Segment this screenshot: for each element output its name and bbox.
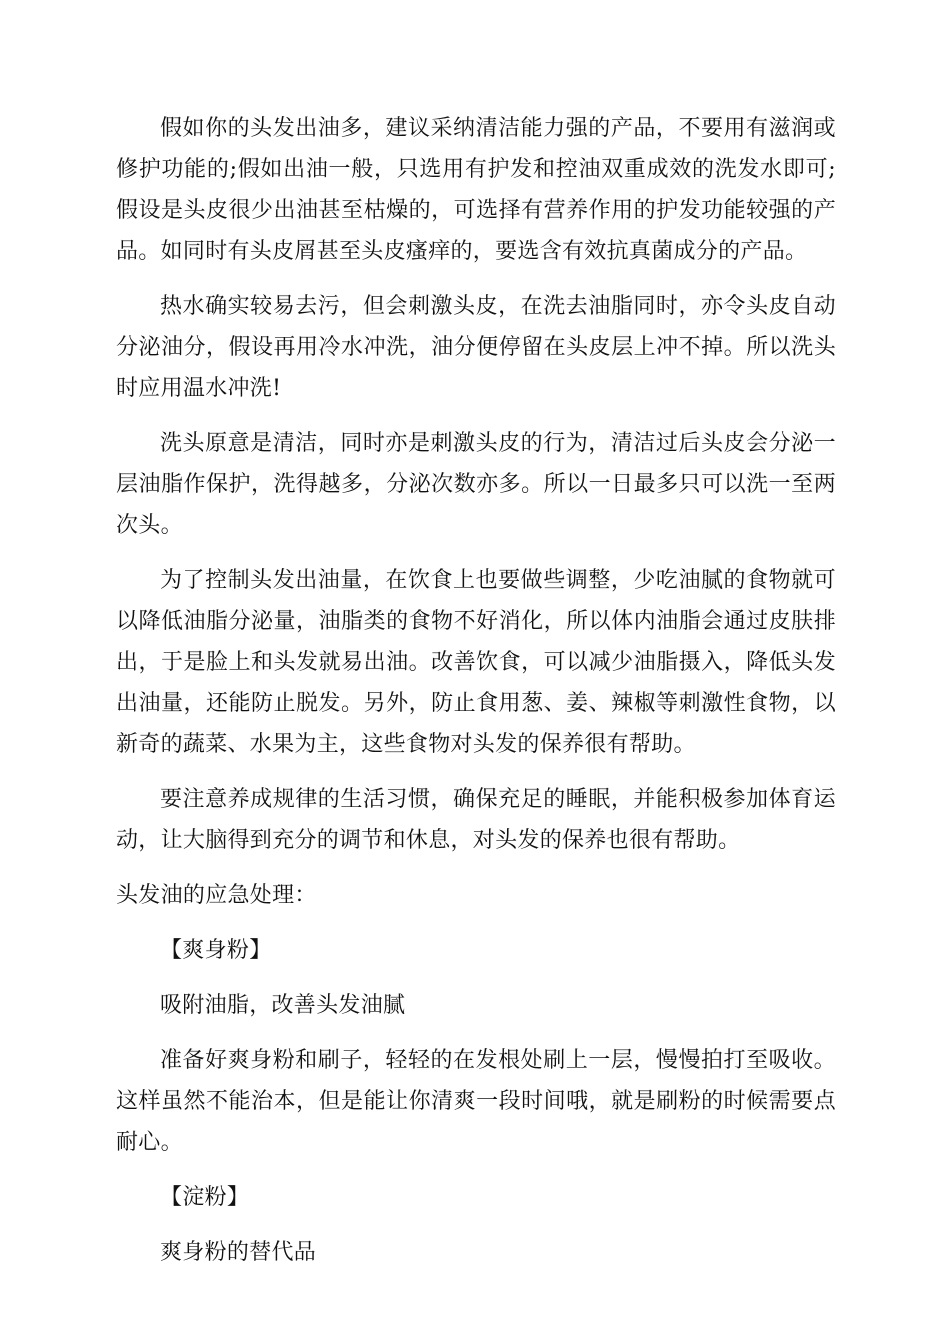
paragraph-lifestyle: 要注意养成规律的生活习惯，确保充足的睡眠，并能积极参加体育运动，让大脑得到充分的调节和休息，对头发的保养也很有帮助。 xyxy=(116,787,836,853)
section-heading-emergency: 头发油的应急处理： xyxy=(116,883,317,908)
subheading-starch: 【淀粉】 xyxy=(160,1185,250,1210)
paragraph-water-temperature: 热水确实较易去污，但会刺激头皮，在洗去油脂同时，亦令头皮自动分泌油分，假设再用冷水冲洗，油分便停留在头皮层上冲不掉。所以洗头时应用温水冲洗! xyxy=(116,294,836,401)
baby-powder-summary: 吸附油脂，改善头发油腻 xyxy=(160,993,406,1018)
paragraph-diet: 为了控制头发出油量，在饮食上也要做些调整，少吃油腻的食物就可以降低油脂分泌量，油脂类的食物不好消化，所以体内油脂会通过皮肤排出，于是脸上和头发就易出油。改善饮食，可以减少油脂摄入，降低头发出油量，还能防止脱发。另外，防止食用葱、姜、辣椒等刺激性食物，以新奇的蔬菜、水果为主，这些食物对头发的保养很有帮助。 xyxy=(116,568,836,757)
starch-summary: 爽身粉的替代品 xyxy=(160,1240,317,1265)
paragraph-oil-shampoo-choice: 假如你的头发出油多，建议采纳清洁能力强的产品，不要用有滋润或修护功能的;假如出油一般，只选用有护发和控油双重成效的洗发水即可;假设是头皮很少出油甚至枯燥的，可选择有营养作用的护发功能较强的产品。如同时有头皮屑甚至头皮瘙痒的，要选含有效抗真菌成分的产品。 xyxy=(116,116,836,264)
paragraph-wash-frequency: 洗头原意是清洁，同时亦是刺激头皮的行为，清洁过后头皮会分泌一层油脂作保护，洗得越多，分泌次数亦多。所以一日最多只可以洗一至两次头。 xyxy=(116,431,836,538)
document-body xyxy=(116,108,836,1287)
baby-powder-instructions: 准备好爽身粉和刷子，轻轻的在发根处刷上一层，慢慢拍打至吸收。这样虽然不能治本，但是能让你清爽一段时间哦，就是刷粉的时候需要点耐心。 xyxy=(116,1048,836,1155)
subheading-baby-powder: 【爽身粉】 xyxy=(160,938,272,963)
